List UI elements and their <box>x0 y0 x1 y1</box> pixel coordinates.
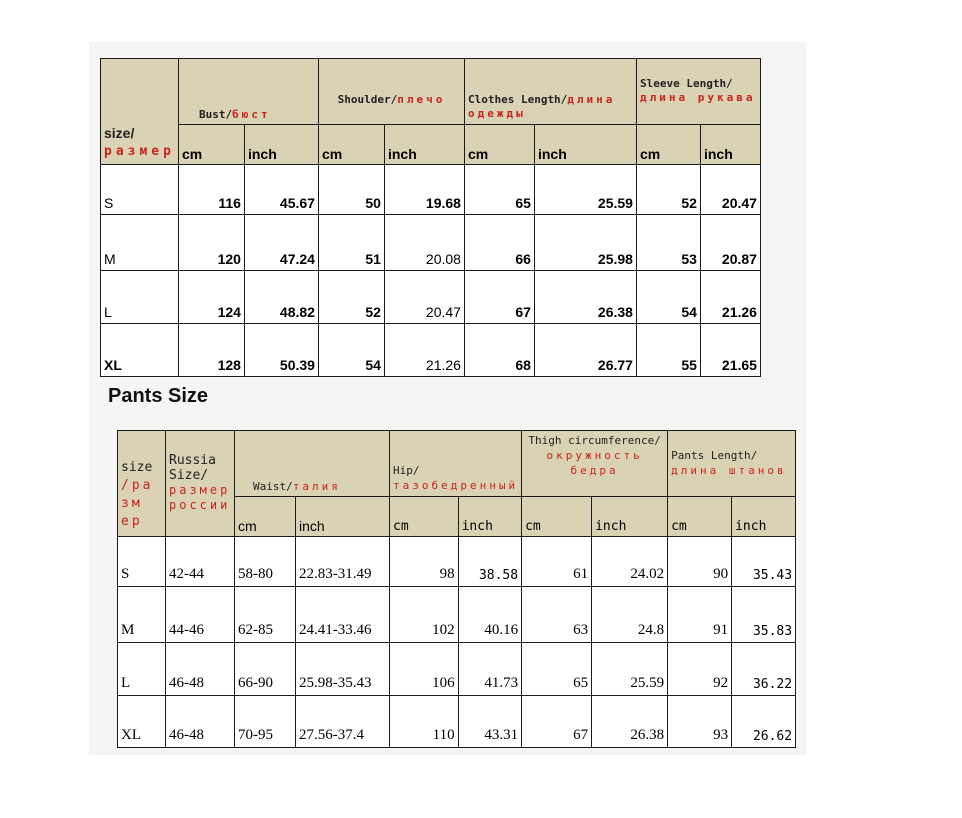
unit-inch: inch <box>458 497 522 537</box>
value-cell: 106 <box>390 643 459 696</box>
size-cell: XL <box>101 324 179 377</box>
unit-inch: inch <box>592 497 668 537</box>
value-cell: 124 <box>178 271 244 324</box>
value-cell: 25.59 <box>534 165 636 215</box>
size-cell: M <box>118 587 166 643</box>
value-cell: 66 <box>464 215 534 271</box>
table-row <box>118 537 796 587</box>
size-cell: XL <box>118 696 166 748</box>
russia-size-cell: 44-46 <box>166 587 235 643</box>
value-cell: 68 <box>464 324 534 377</box>
unit-cm: cm <box>178 125 244 165</box>
unit-inch: inch <box>384 125 464 165</box>
size-cell: S <box>101 165 179 215</box>
value-cell: 65 <box>464 165 534 215</box>
value-cell: 48.82 <box>244 271 318 324</box>
value-cell: 66-90 <box>235 643 296 696</box>
value-cell: 50 <box>318 165 384 215</box>
value-cell: 53 <box>636 215 700 271</box>
value-cell: 58-80 <box>235 537 296 587</box>
top-size-table <box>100 58 761 377</box>
value-cell: 52 <box>318 271 384 324</box>
value-cell: 26.62 <box>732 696 796 748</box>
value-cell: 90 <box>668 537 732 587</box>
table-row <box>118 587 796 643</box>
value-cell: 36.22 <box>732 643 796 696</box>
value-cell: 70-95 <box>235 696 296 748</box>
table-row <box>101 215 761 271</box>
size-cell: M <box>101 215 179 271</box>
value-cell: 98 <box>390 537 459 587</box>
value-cell: 20.08 <box>384 215 464 271</box>
value-cell: 25.59 <box>592 643 668 696</box>
russia-size-header: Russia Size/размер россии <box>166 431 235 537</box>
size-cell: L <box>101 271 179 324</box>
unit-cm: cm <box>464 125 534 165</box>
value-cell: 35.83 <box>732 587 796 643</box>
value-cell: 61 <box>522 537 592 587</box>
value-cell: 62-85 <box>235 587 296 643</box>
value-cell: 21.26 <box>700 271 760 324</box>
value-cell: 35.43 <box>732 537 796 587</box>
unit-inch: inch <box>534 125 636 165</box>
value-cell: 47.24 <box>244 215 318 271</box>
value-cell: 102 <box>390 587 459 643</box>
unit-inch: inch <box>296 497 390 537</box>
pants-length-header: Pants Length/длина штанов <box>668 431 796 497</box>
value-cell: 54 <box>318 324 384 377</box>
clothes-length-header: Clothes Length/длина одежды <box>464 59 636 125</box>
unit-cm: cm <box>390 497 459 537</box>
unit-cm: cm <box>318 125 384 165</box>
pants-size-table <box>117 430 796 748</box>
value-cell: 63 <box>522 587 592 643</box>
value-cell: 50.39 <box>244 324 318 377</box>
value-cell: 40.16 <box>458 587 522 643</box>
value-cell: 20.47 <box>700 165 760 215</box>
value-cell: 27.56-37.4 <box>296 696 390 748</box>
value-cell: 21.65 <box>700 324 760 377</box>
value-cell: 91 <box>668 587 732 643</box>
table-row <box>101 165 761 215</box>
thigh-header: Thigh circumference/окружность бедра <box>522 431 668 497</box>
value-cell: 25.98 <box>534 215 636 271</box>
value-cell: 38.58 <box>458 537 522 587</box>
size-cell: S <box>118 537 166 587</box>
value-cell: 110 <box>390 696 459 748</box>
size-header: size/размер <box>101 59 179 165</box>
bust-header: Bust/бюст <box>178 59 318 125</box>
value-cell: 67 <box>464 271 534 324</box>
pants-size-title: Pants Size <box>108 385 209 407</box>
unit-inch: inch <box>732 497 796 537</box>
shoulder-header: Shoulder/плечо <box>318 59 464 125</box>
value-cell: 65 <box>522 643 592 696</box>
value-cell: 20.87 <box>700 215 760 271</box>
russia-size-cell: 46-48 <box>166 643 235 696</box>
value-cell: 93 <box>668 696 732 748</box>
value-cell: 43.31 <box>458 696 522 748</box>
value-cell: 26.38 <box>534 271 636 324</box>
russia-size-cell: 42-44 <box>166 537 235 587</box>
value-cell: 116 <box>178 165 244 215</box>
value-cell: 24.41-33.46 <box>296 587 390 643</box>
value-cell: 45.67 <box>244 165 318 215</box>
value-cell: 22.83-31.49 <box>296 537 390 587</box>
table-row <box>118 643 796 696</box>
sleeve-length-header: Sleeve Length/длина рукава <box>636 59 760 125</box>
value-cell: 24.8 <box>592 587 668 643</box>
waist-header: Waist/талия <box>235 431 390 497</box>
hip-header: Hip/тазобедренный <box>390 431 522 497</box>
value-cell: 67 <box>522 696 592 748</box>
unit-cm: cm <box>235 497 296 537</box>
value-cell: 19.68 <box>384 165 464 215</box>
value-cell: 54 <box>636 271 700 324</box>
size-header: size /ра зм ер <box>118 431 166 537</box>
value-cell: 51 <box>318 215 384 271</box>
unit-cm: cm <box>636 125 700 165</box>
value-cell: 26.38 <box>592 696 668 748</box>
unit-cm: cm <box>522 497 592 537</box>
table-row <box>118 696 796 748</box>
value-cell: 52 <box>636 165 700 215</box>
unit-inch: inch <box>700 125 760 165</box>
unit-cm: cm <box>668 497 732 537</box>
value-cell: 25.98-35.43 <box>296 643 390 696</box>
value-cell: 21.26 <box>384 324 464 377</box>
value-cell: 26.77 <box>534 324 636 377</box>
value-cell: 24.02 <box>592 537 668 587</box>
value-cell: 41.73 <box>458 643 522 696</box>
size-cell: L <box>118 643 166 696</box>
russia-size-cell: 46-48 <box>166 696 235 748</box>
value-cell: 92 <box>668 643 732 696</box>
value-cell: 128 <box>178 324 244 377</box>
value-cell: 20.47 <box>384 271 464 324</box>
value-cell: 55 <box>636 324 700 377</box>
table-row <box>101 324 761 377</box>
value-cell: 120 <box>178 215 244 271</box>
table-row <box>101 271 761 324</box>
unit-inch: inch <box>244 125 318 165</box>
